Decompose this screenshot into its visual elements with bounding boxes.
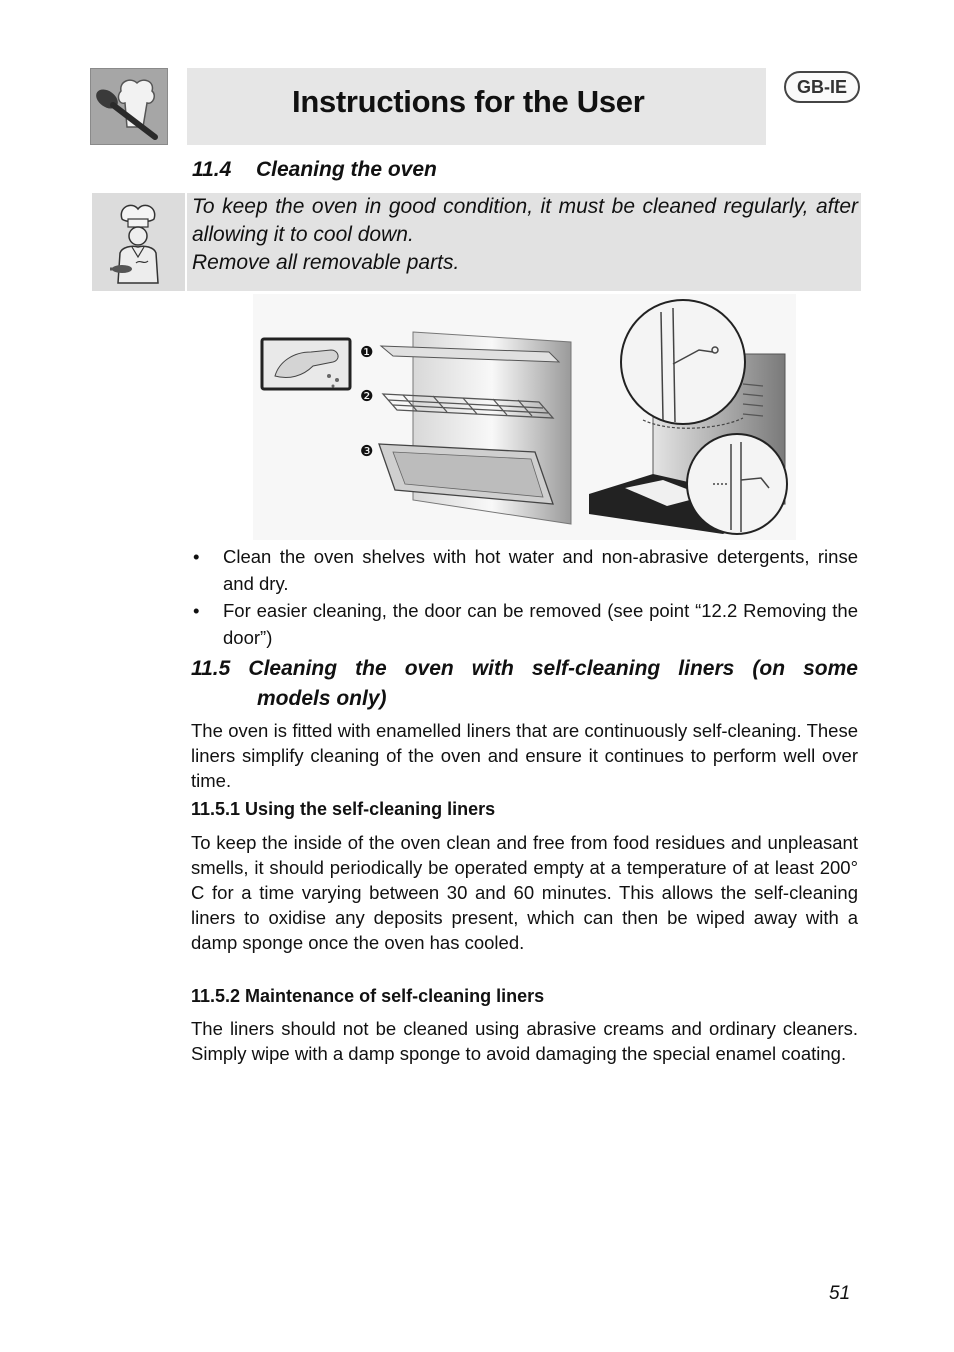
note-box (187, 193, 861, 291)
bullet-text: Clean the oven shelves with hot water and non-abrasive detergents, rinse and dry. (223, 546, 858, 594)
callout-1: ❶ (360, 343, 374, 361)
subsection-heading-11-5-1: 11.5.1 Using the self-cleaning liners (191, 799, 496, 819)
oven-parts-drawing (253, 294, 796, 540)
note-line: Remove all removable parts. (192, 251, 460, 274)
bullet-text: For easier cleaning, the door can be removed (see point “12.2 Removing the door”) (223, 600, 858, 648)
page-number: 51 (829, 1283, 851, 1304)
section-title: Cleaning the oven (256, 158, 437, 181)
chef-icon (92, 193, 185, 291)
list-item (191, 597, 858, 651)
bullet-symbol: • (193, 600, 200, 621)
section-heading-11-5 (191, 654, 858, 714)
subsection-paragraph-11-5-2: The liners should not be cleaned using abrasive creams and ordinary cleaners. Simply wipe with a damp sponge to avoid damaging the special enamel coating. (191, 1018, 858, 1064)
language-badge: GB-IE (784, 71, 860, 103)
subsection-heading-11-5-2: 11.5.2 Maintenance of self-cleaning liners (191, 986, 545, 1006)
callout-2: ❷ (360, 387, 374, 405)
bullet-list (191, 543, 858, 651)
section-heading-11-4 (192, 158, 437, 182)
subsection-paragraph-11-5-1: To keep the inside of the oven clean and free from food residues and unpleasant smells, it should periodically be operated empty at a temperature of at least 200° C for a time varying between 30 and 60 minutes. This allows the self-cleaning liners to oxidise any deposits present, which can then be wiped away with a damp sponge once the oven has cooled. (191, 832, 858, 953)
oven-cleaning-illustration (253, 294, 796, 540)
section-title-line2: models only) (257, 687, 387, 710)
spoon-and-chef-hat-icon (91, 69, 167, 144)
list-item (191, 543, 858, 597)
callout-3: ❸ (360, 442, 374, 460)
sponge-hand-icon (262, 339, 350, 389)
note-line: To keep the oven in good condition, it must be cleaned regularly, after allowing it to cool down. (192, 195, 858, 246)
page-title: Instructions for the User (292, 84, 645, 119)
section-intro-paragraph: The oven is fitted with enamelled liners that are continuously self-cleaning. These liners simplify cleaning of the oven and ensure it continues to perform well over time. (191, 720, 858, 791)
header-title-box (187, 68, 766, 145)
note-icon-box (92, 193, 185, 291)
bullet-symbol: • (193, 546, 200, 567)
header-logo-icon (90, 68, 168, 145)
section-title-line1: Cleaning the oven with self-cleaning liners (on some (248, 657, 858, 680)
section-number: 11.4 (192, 158, 232, 181)
section-number: 11.5 (191, 657, 231, 680)
